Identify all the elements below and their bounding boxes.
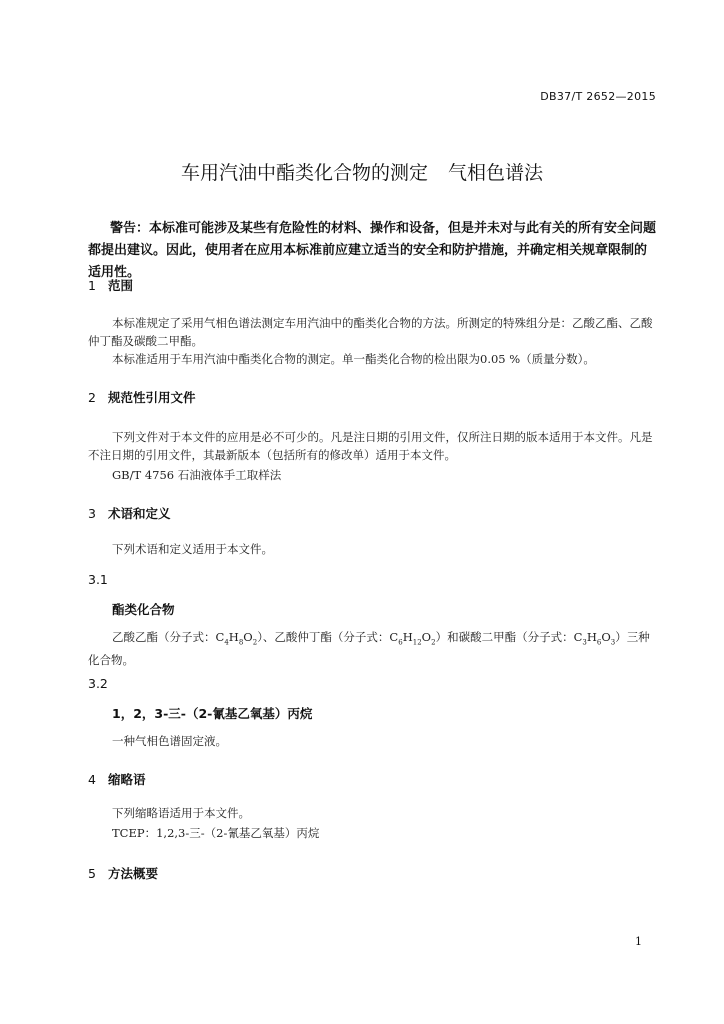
section-title: 范围 xyxy=(108,278,134,293)
section-number: 3 xyxy=(88,506,96,521)
section-number: 1 xyxy=(88,278,96,293)
reference-entry: GB/T 4756 石油液体手工取样法 xyxy=(112,468,282,482)
term-number-3-2: 3.2 xyxy=(88,676,108,691)
section-heading-2 xyxy=(88,388,196,406)
title-main: 车用汽油中酯类化合物的测定 xyxy=(180,162,428,184)
section-heading-5 xyxy=(88,864,158,882)
section-number: 2 xyxy=(88,390,96,405)
term-3-1: 酯类化合物 xyxy=(112,602,175,617)
paragraph: 下列术语和定义适用于本文件。 xyxy=(112,542,273,556)
warning-paragraph: 警告：本标准可能涉及某些有危险性的材料、操作和设备，但是并未对与此有关的所有安全问题都提出建议。因此，使用者在应用本标准前应建立适当的安全和防护措施，并确定相关规章限制的适用性。 xyxy=(88,221,657,280)
document-title xyxy=(0,158,724,185)
paragraph: 本标准适用于车用汽油中酯类化合物的测定。单一酯类化合物的检出限为0.05 %（质量分数）。 xyxy=(112,352,595,366)
paragraph: TCEP：1,2,3-三-（2-氰基乙氧基）丙烷 xyxy=(112,826,320,840)
term-definition-3-2: 一种气相色谱固定液。 xyxy=(112,734,227,748)
page-number: 1 xyxy=(635,935,642,948)
paragraph: 下列缩略语适用于本文件。 xyxy=(112,806,250,820)
section-title: 规范性引用文件 xyxy=(108,390,196,405)
term-number-3-1: 3.1 xyxy=(88,572,108,587)
section-title: 术语和定义 xyxy=(108,506,171,521)
term-3-2: 1，2，3-三-（2-氰基乙氧基）丙烷 xyxy=(112,706,313,721)
section-title: 缩略语 xyxy=(108,772,146,787)
section-heading-1 xyxy=(88,276,133,294)
section-title: 方法概要 xyxy=(108,866,159,881)
standard-number: DB37/T 2652—2015 xyxy=(540,90,656,103)
section-heading-3 xyxy=(88,504,171,522)
title-method: 气相色谱法 xyxy=(448,162,544,184)
section-heading-4 xyxy=(88,770,146,788)
paragraph: 下列文件对于本文件的应用是必不可少的。凡是注日期的引用文件，仅所注日期的版本适用于本文件。凡是不注日期的引用文件，其最新版本（包括所有的修改单）适用于本文件。 xyxy=(88,430,653,462)
paragraph: 本标准规定了采用气相色谱法测定车用汽油中的酯类化合物的方法。所测定的特殊组分是：乙酸乙酯、乙酸仲丁酯及碳酸二甲酯。 xyxy=(88,316,653,348)
term-definition-3-1: 乙酸乙酯（分子式：$C_4H_8O_2$）、乙酸仲丁酯（分子式：$C_6H_{12}O_2$）和碳酸二甲酯（分子式：$C_3H_6O_3$）三种化合物。 xyxy=(88,630,650,668)
section-number: 4 xyxy=(88,772,96,787)
section-number: 5 xyxy=(88,866,96,881)
